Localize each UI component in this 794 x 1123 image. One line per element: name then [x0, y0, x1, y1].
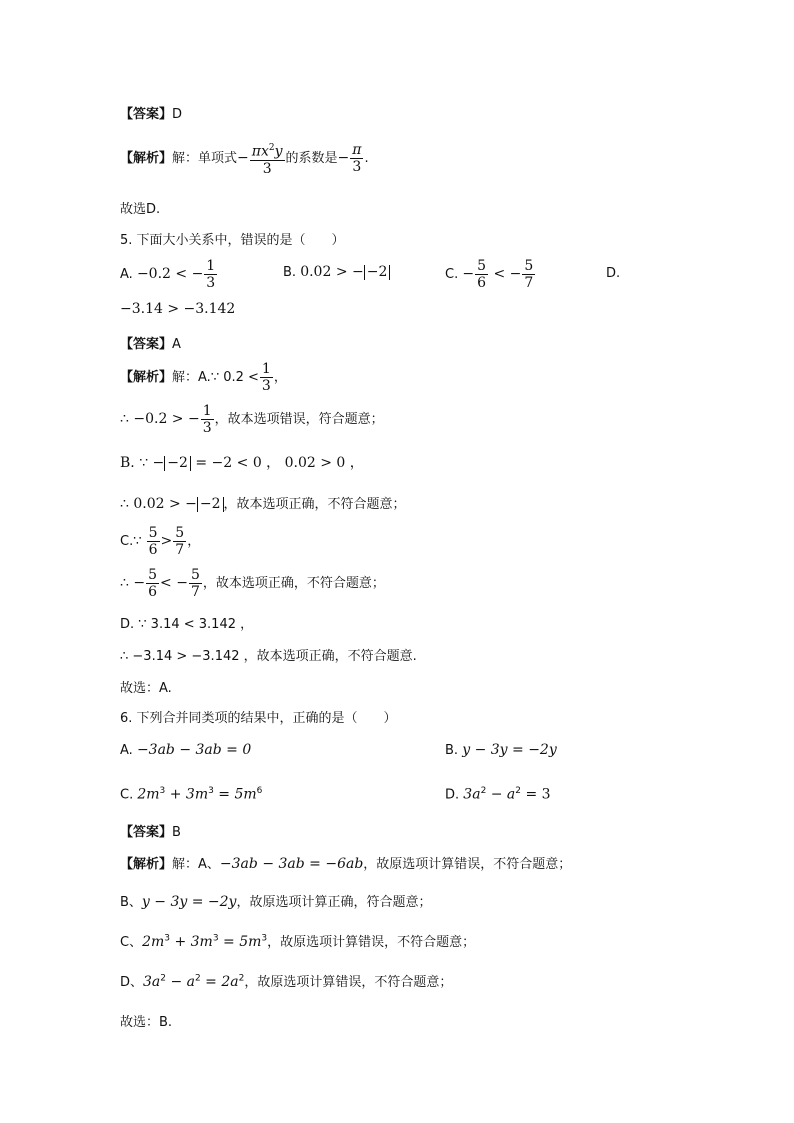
q6-analysis-c: C、$2m^3 + 3m^3 = 5m^3$，故原选项计算错误，不符合题意；: [120, 933, 476, 950]
q5-analysis-a1: 【解析】解：A.∵ 0.2 < $\frac{1}{3}$ ，: [120, 361, 287, 394]
q4-answer-tag: 【答案】: [120, 107, 173, 122]
q6-option-d: D. $3a^2 - a^2 = 3$: [445, 786, 551, 803]
q5-answer-tag: 【答案】: [120, 337, 173, 352]
q6-analysis-b: B、y − 3y = −2y，故原选项计算正确，符合题意；: [120, 894, 432, 910]
q4-mono-minus: −: [237, 149, 249, 166]
q5-conclusion: 故选：A.: [120, 681, 172, 696]
q5-stem: 5. 下面大小关系中，错误的是（ ）: [120, 233, 345, 248]
q6-stem: 6. 下列合并同类项的结果中，正确的是（ ）: [120, 711, 397, 726]
q4-answer-value: D: [172, 107, 183, 122]
q6-analysis-a: 【解析】解：A、−3ab − 3ab = −6ab，故原选项计算错误，不符合题意；: [120, 856, 572, 872]
q5-option-a: A. −0.2 < − $\frac{1}{3}$: [120, 258, 216, 291]
q4-conclusion: 故选D.: [120, 202, 161, 217]
q4-coefficient-fraction: $\frac{\pi}{3}$: [352, 141, 362, 175]
q6-option-c: C. $2m^3 + 3m^3 = 5m^6$: [120, 786, 263, 803]
q5-option-b: B. 0.02 > − −2: [283, 264, 390, 280]
q5-answer-value: A: [172, 337, 181, 352]
q5-analysis-tag: 【解析】: [120, 370, 173, 385]
q5-analysis-d2: ∴ −3.14 > −3.142 ，故本选项正确，不符合题意.: [120, 649, 417, 664]
q5-analysis-d1: D. ∵ 3.14 < 3.142 ，: [120, 617, 254, 632]
q4-monomial-fraction: $\frac{\pi x^2y}{3}$: [250, 140, 285, 177]
q5-option-d-label: D.: [606, 266, 621, 281]
q4-analysis-prefix: 解：单项式: [172, 150, 238, 166]
q4-analysis-line: 【解析】解：单项式− $\frac{\pi x^2y}{3}$ 的系数是− $\frac{\pi}{3}$ .: [120, 141, 369, 177]
q5-analysis-b1: B. ∵ − −2 = −2 < 0 ， 0.02 > 0 ，: [120, 455, 364, 471]
q6-answer-line: [120, 821, 181, 840]
q4-answer-line: [120, 103, 182, 122]
q6-analysis-tag: 【解析】: [120, 857, 173, 872]
q5-analysis-a2: ∴ −0.2 > − $\frac{1}{3}$ ，故本选项错误，符合题意；: [120, 403, 384, 436]
q4-analysis-tag: 【解析】: [120, 150, 173, 166]
q6-analysis-d: D、$3a^2 - a^2 = 2a^2$，故原选项计算错误，不符合题意；: [120, 973, 453, 990]
q5-analysis-b2: ∴ 0.02 > − −2 ，故本选项正确，不符合题意；: [120, 496, 406, 512]
q5-answer-line: [120, 333, 181, 352]
q5-option-d-text: −3.14 > −3.142: [120, 301, 236, 317]
q6-answer-tag: 【答案】: [120, 825, 173, 840]
q6-option-a: A. −3ab − 3ab = 0: [120, 742, 252, 758]
q6-conclusion: 故选：B.: [120, 1015, 173, 1030]
q4-mono-mid: 的系数是: [285, 150, 338, 166]
q6-option-b: B. y − 3y = −2y: [445, 742, 557, 758]
q4-coef-minus: −: [337, 149, 350, 166]
q5-analysis-c2: ∴ − $\frac{5}{6}$ < − $\frac{5}{7}$ ，故本选项正确，不符合题意；: [120, 567, 385, 600]
q6-answer-value: B: [172, 825, 181, 840]
q5-analysis-c1: C.∵ $\frac{5}{6}$ > $\frac{5}{7}$ ，: [120, 525, 201, 558]
q5-option-c: C. − $\frac{5}{6}$ < − $\frac{5}{7}$: [445, 258, 534, 291]
